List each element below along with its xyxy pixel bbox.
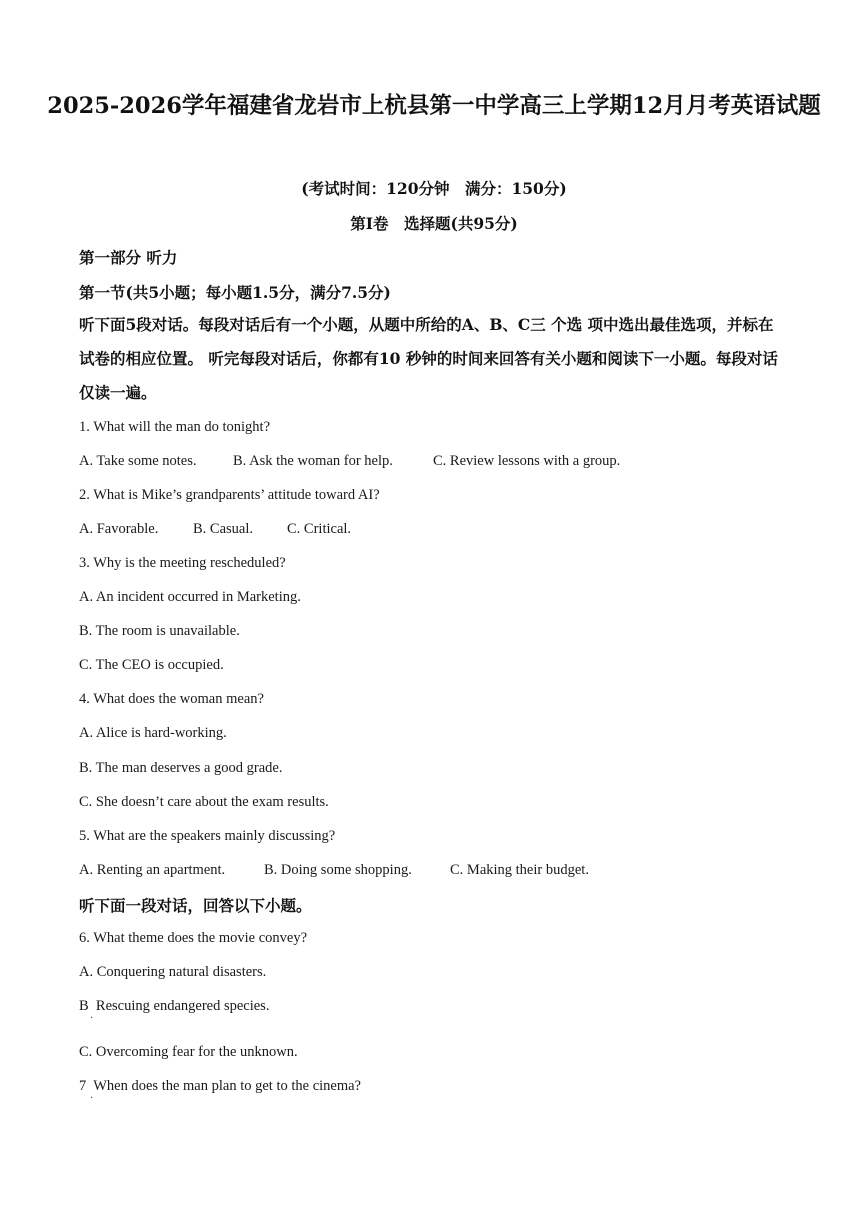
question-stem: 5. What are the speakers mainly discussing? <box>79 828 336 844</box>
option-c: C. Making their budget. <box>450 862 589 878</box>
option-c: C. Overcoming fear for the unknown. <box>79 1044 298 1060</box>
question-stem: 1. What will the man do tonight? <box>79 419 271 435</box>
option-a: A. Conquering natural disasters. <box>79 964 267 980</box>
option-a: A. Alice is hard-working. <box>79 725 227 741</box>
stray-dot-mark: · <box>90 1013 94 1024</box>
question-stem: 6. What theme does the movie convey? <box>79 930 308 946</box>
part-heading: 第一部分 听力 <box>79 248 178 267</box>
section-heading: 第一节(共5小题；每小题1.5分，满分7.5分) <box>79 283 391 302</box>
option-a: A. Favorable. <box>79 521 159 537</box>
question-stem: 4. What does the woman mean? <box>79 691 264 707</box>
section-title: 第I卷 选择题(共95分) <box>350 214 518 233</box>
stray-dot-mark: · <box>90 1093 94 1104</box>
option-b: B. The man deserves a good grade. <box>79 760 283 776</box>
option-a: A. Take some notes. <box>79 453 197 469</box>
option-a: A. Renting an apartment. <box>79 862 226 878</box>
question-options <box>79 453 621 470</box>
exam-info: (考试时间：120分钟 满分：150分) <box>301 179 567 198</box>
question-options <box>79 862 589 879</box>
question-stem: 7 When does the man plan to get to the cinema? <box>79 1078 361 1094</box>
option-b: B Rescuing endangered species. <box>79 998 270 1014</box>
option-c: C. Review lessons with a group. <box>433 453 621 469</box>
question-options <box>79 521 352 538</box>
option-b: B. Doing some shopping. <box>264 862 412 878</box>
listening-instructions: 听下面5段对话。每段对话后有一个小题，从题中所给的A、B、C三 个选 项中选出最佳选项，并标在试卷的相应位置。 听完每段对话后，你都有10 秒钟的时间来回答有关小题和阅读下一小题。每段对话仅读一遍。 <box>79 315 778 402</box>
option-b: B. Casual. <box>193 521 254 537</box>
exam-title: 2025-2026学年福建省龙岩市上杭县第一中学高三上学期12月月考英语试题 <box>47 93 821 119</box>
option-b: B. The room is unavailable. <box>79 623 240 639</box>
option-c: C. Critical. <box>287 521 352 537</box>
option-c: C. The CEO is occupied. <box>79 657 224 673</box>
option-b: B. Ask the woman for help. <box>233 453 393 469</box>
question-stem: 2. What is Mike’s grandparents’ attitude toward AI? <box>79 487 380 503</box>
question-stem: 3. Why is the meeting rescheduled? <box>79 555 286 571</box>
option-c: C. She doesn’t care about the exam results. <box>79 794 329 810</box>
dialogue-instruction: 听下面一段对话，回答以下小题。 <box>79 896 312 915</box>
option-a: A. An incident occurred in Marketing. <box>79 589 301 605</box>
